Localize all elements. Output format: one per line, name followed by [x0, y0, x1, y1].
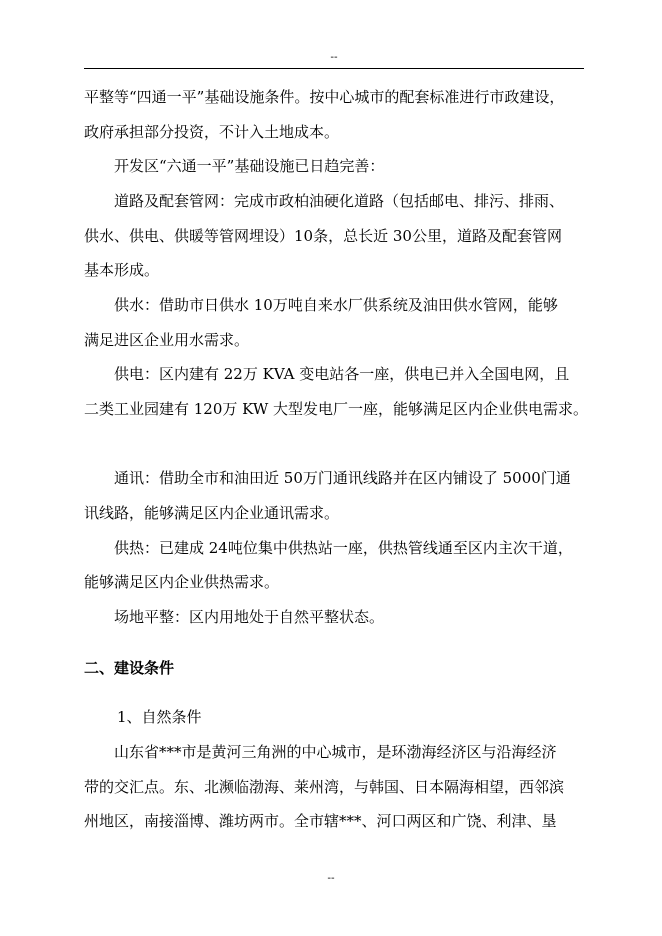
- body-line: 基本形成。: [84, 261, 160, 279]
- footer-mark: --: [327, 873, 335, 884]
- body-line: 二类工业园建有 120万 KW 大型发电厂一座，能够满足区内企业供电需求。: [84, 400, 589, 418]
- page-header: [84, 38, 584, 69]
- body-line: 政府承担部分投资，不计入土地成本。: [84, 123, 340, 141]
- body-line: 开发区“六通一平”基础设施已日趋完善：: [114, 157, 385, 175]
- section-subheading: 1、自然条件: [117, 708, 202, 726]
- body-line: 平整等“四通一平”基础设施条件。按中心城市的配套标准进行市政建设，: [84, 88, 565, 106]
- body-line: 州地区，南接淄博、潍坊两市。全市辖***、河口两区和广饶、利津、垦: [84, 812, 557, 830]
- body-line: 供水、供电、供暖等管网埋设）10条，总长近 30公里，道路及配套管网: [84, 227, 562, 245]
- section-heading: 二、建设条件: [84, 659, 175, 677]
- header-mark: --: [330, 52, 338, 63]
- body-line: 场地平整：区内用地处于自然平整状态。: [114, 608, 385, 626]
- body-line: 带的交汇点。东、北濒临渤海、莱州湾，与韩国、日本隔海相望，西邻滨: [84, 778, 565, 796]
- body-line: 道路及配套管网：完成市政柏油硬化道路（包括邮电、排污、排雨、: [114, 192, 565, 210]
- body-line: 供水：借助市日供水 10万吨自来水厂供系统及油田供水管网，能够: [114, 296, 558, 314]
- body-line: 山东省***市是黄河三角洲的中心城市，是环渤海经济区与沿海经济: [114, 743, 557, 761]
- body-line: 供电：区内建有 22万 KVA 变电站各一座，供电已并入全国电网，且: [114, 365, 570, 383]
- body-line: 通讯：借助全市和油田近 50万门通讯线路并在区内铺设了 5000门通: [114, 469, 571, 487]
- body-line: 满足进区企业用水需求。: [84, 331, 250, 349]
- body-line: 供热：已建成 24吨位集中供热站一座，供热管线通至区内主次干道，: [114, 539, 573, 557]
- body-line: 能够满足区内企业供热需求。: [84, 573, 280, 591]
- body-line: 讯线路，能够满足区内企业通讯需求。: [84, 504, 340, 522]
